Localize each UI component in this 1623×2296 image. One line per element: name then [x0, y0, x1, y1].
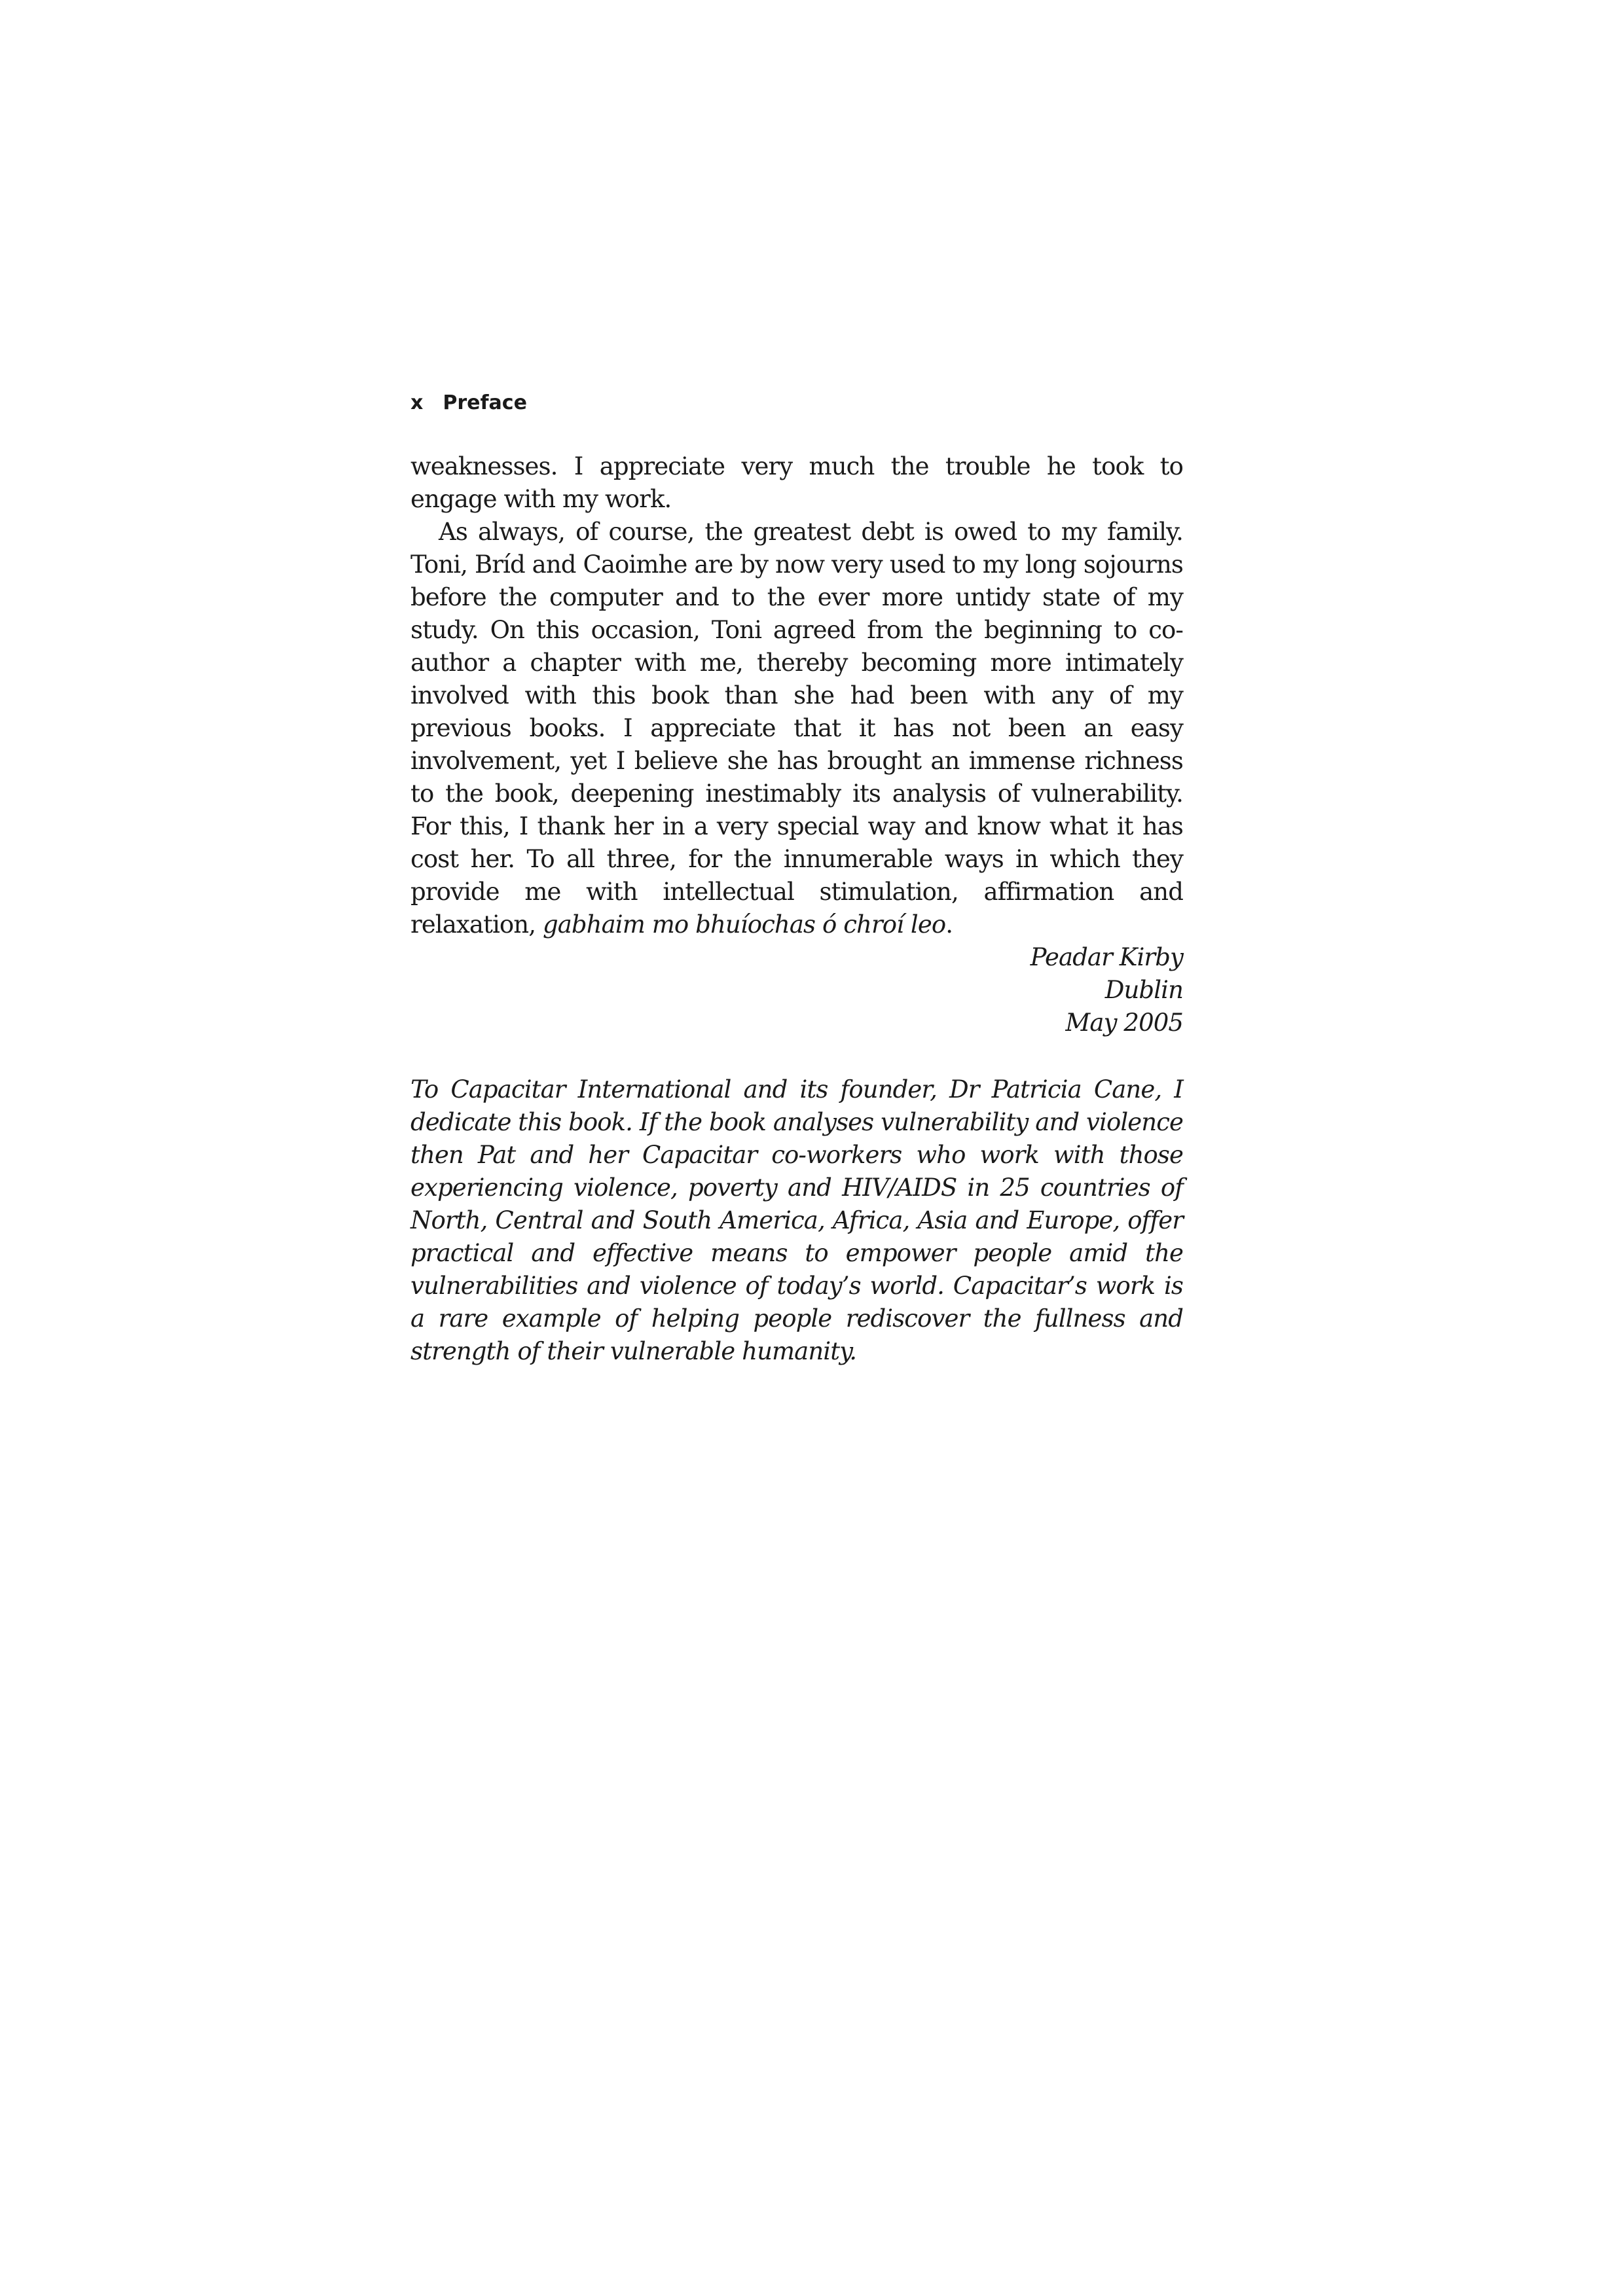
paragraph-acknowledgement-family	[410, 516, 1183, 941]
preface-body	[410, 450, 1183, 1039]
signature-block	[410, 941, 1183, 1039]
signature-date: May 2005	[1065, 1009, 1183, 1037]
page-number: x	[410, 391, 424, 414]
paragraph-text: As always, of course, the greatest debt is owed to my family. Toni, Bríd and Caoimhe are by now very used to my long sojourns before the computer and to the ever more untidy state of my study. On this occasion, Toni agreed from the beginning to co-author a chapter with me, thereby becoming more intimately involved with this book than she had been with any of my previous books. I appreciate that it has not been an easy involvement, yet I believe she has brought an immense richness to the book, deepening inestimably its analysis of vulnerability. For this, I thank her in a very special way and know what it has cost her. To all three, for the innumerable ways in which they provide me with intellectual stimulation, affirmation and relaxation,	[410, 518, 1183, 939]
paragraph-end: .	[945, 910, 953, 939]
paragraph-continued: weaknesses. I appreciate very much the trouble he took to engage with my work.	[410, 452, 1183, 513]
running-header	[410, 390, 527, 416]
dedication-text: To Capacitar International and its founder, Dr Patricia Cane, I dedicate this book. If the book analyses vulnerability and violence then Pat and her Capacitar co-workers who work with those experiencing violence, poverty and HIV/AIDS in 25 countries of North, Central and South America, Africa, Asia and Europe, offer practical and effective means to empower people amid the vulnerabilities and violence of today’s world. Capacitar’s work is a rare example of helping people rediscover the fullness and strength of their vulnerable humanity.	[410, 1075, 1184, 1365]
author-name: Peadar Kirby	[1030, 943, 1183, 971]
dedication	[410, 1073, 1183, 1368]
irish-phrase: gabhaim mo bhuíochas ó chroí leo	[542, 910, 946, 939]
running-title: Preface	[443, 391, 527, 414]
signature-place: Dublin	[1104, 976, 1183, 1004]
